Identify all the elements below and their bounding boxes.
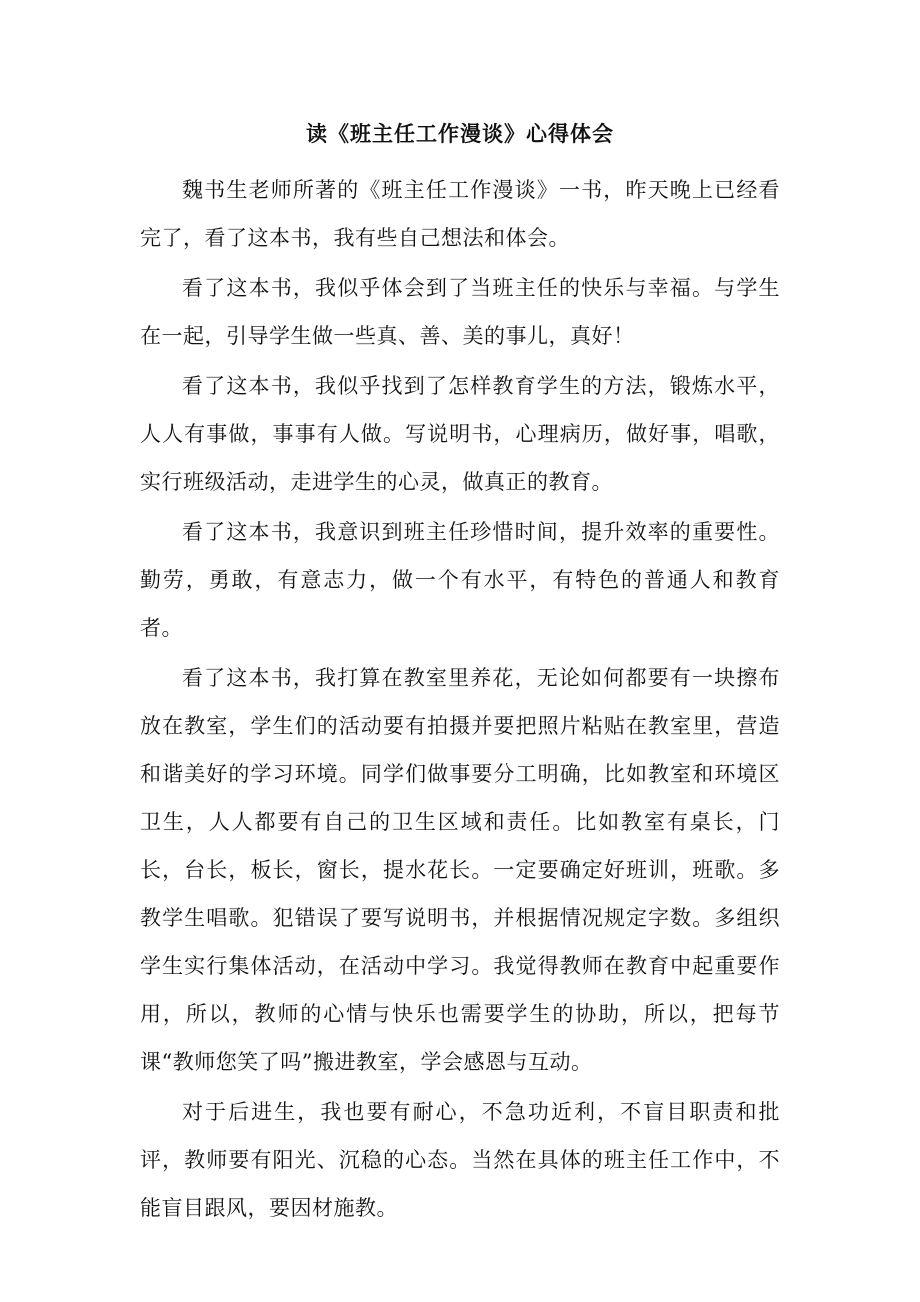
document-title: 读《班主任工作漫谈》心得体会 (306, 121, 614, 146)
paragraph-6: 对于后进生，我也要有耐心，不急功近利，不盲目职责和批评，教师要有阳光、沉稳的心态。当然在具体的班主任工作中，不能盲目跟风，要因材施教。 (140, 1100, 780, 1220)
document-page (140, 116, 780, 1234)
paragraph-5: 看了这本书，我打算在教室里养花，无论如何都要有一块擦布放在教室，学生们的活动要有拍摄并要把照片粘贴在教室里，营造和谐美好的学习环境。同学们做事要分工明确，比如教室和环境区卫生，人人都要有自己的卫生区域和责任。比如教室有桌长，门长，台长，板长，窗长，提水花长。一定要确定好班训，班歌。多教学生唱歌。犯错误了要写说明书，并根据情况规定字数。多组织学生实行集体活动，在活动中学习。我觉得教师在教育中起重要作用，所以，教师的心情与快乐也需要学生的协助，所以，把每节课“教师您笑了吗”搬进教室，学会感恩与互动。 (140, 666, 780, 1074)
paragraph-3: 看了这本书，我似乎找到了怎样教育学生的方法，锻炼水平，人人有事做，事事有人做。写说明书，心理病历，做好事，唱歌，实行班级活动，走进学生的心灵，做真正的教育。 (140, 374, 780, 494)
paragraph-1: 魏书生老师所著的《班主任工作漫谈》一书，昨天晚上已经看完了，看了这本书，我有些自己想法和体会。 (140, 178, 780, 250)
paragraph-2: 看了这本书，我似乎体会到了当班主任的快乐与幸福。与学生在一起，引导学生做一些真、善、美的事儿，真好！ (140, 276, 780, 348)
paragraph-4: 看了这本书，我意识到班主任珍惜时间，提升效率的重要性。勤劳，勇敢，有意志力，做一个有水平，有特色的普通人和教育者。 (140, 520, 780, 640)
